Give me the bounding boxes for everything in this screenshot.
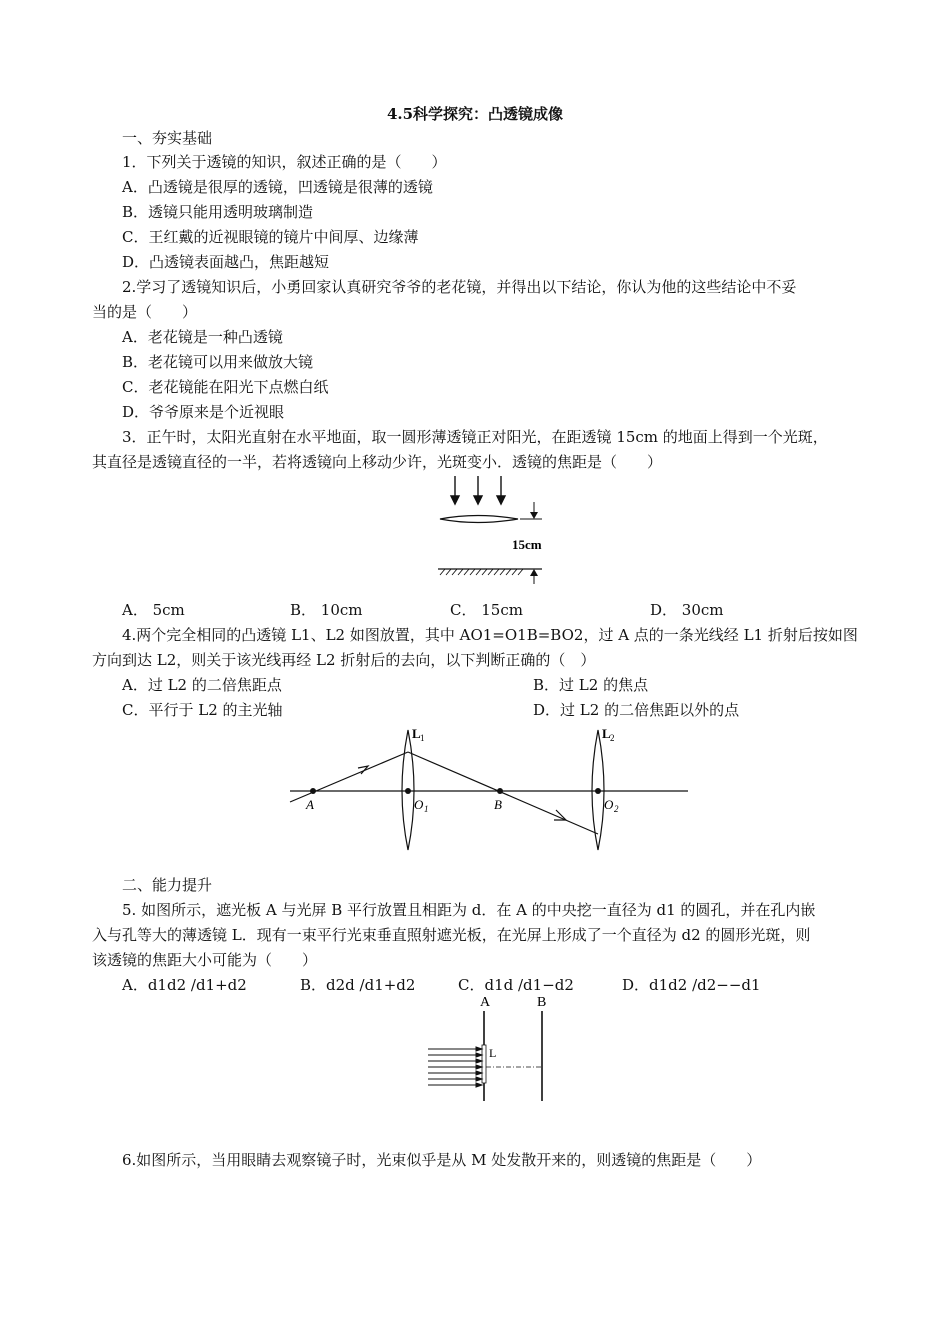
q3-lens-figure <box>430 472 570 587</box>
q2-option-d: D．爷爷原来是个近视眼 <box>122 403 285 421</box>
convex-lens <box>440 516 518 523</box>
label-B: B <box>494 797 502 812</box>
section-heading-1: 一、夯实基础 <box>122 129 213 147</box>
ground-hatching <box>440 569 523 575</box>
q6-stem: 6.如图所示，当用眼睛去观察镜子时，光束似乎是从 M 处发散开来的，则透镜的焦距是（ ） <box>122 1151 762 1169</box>
refracted-ray <box>408 752 598 834</box>
dimension-arrowhead-top <box>530 512 538 519</box>
incident-ray <box>290 752 408 802</box>
q5-option-c: C．d1d /d1−d2 <box>458 976 574 994</box>
q4-option-c: C．平行于 L2 的主光轴 <box>122 701 283 719</box>
q3-stem-line1: 3．正午时，太阳光直射在水平地面，取一圆形薄透镜正对阳光，在距透镜 15cm 的地面上得到一个光斑， <box>122 428 828 446</box>
thin-lens-L <box>482 1045 486 1083</box>
label-O1-sub: 1 <box>424 804 429 814</box>
q2-stem-line1: 2.学习了透镜知识后，小勇回家认真研究爷爷的老花镜，并得出以下结论，你认为他的这些结论中不妥 <box>122 278 797 296</box>
label-O2-sub: 2 <box>614 804 619 814</box>
q5-screen-figure <box>420 993 560 1103</box>
page-title: 4.5科学探究：凸透镜成像 <box>386 105 564 123</box>
label-L: L <box>489 1046 497 1060</box>
q3-option-c: C． 15cm <box>450 601 523 619</box>
label-B: B <box>537 995 547 1010</box>
point-O2-dot <box>595 788 601 794</box>
q4-stem-line2: 方向到达 L2，则关于该光线再经 L2 折射后的去向，以下判断正确的（ ） <box>92 651 596 669</box>
section-heading-2: 二、能力提升 <box>122 876 213 894</box>
q1-option-c: C．王红戴的近视眼镜的镜片中间厚、边缘薄 <box>122 228 419 246</box>
sun-ray-arrow-3 <box>497 496 505 504</box>
q2-stem-line2: 当的是（ ） <box>92 303 198 321</box>
label-L1-sub: 1 <box>420 733 425 743</box>
dimension-arrowhead-bottom <box>530 569 538 576</box>
q5-stem-line2: 入与孔等大的薄透镜 L．现有一束平行光束垂直照射遮光板，在光屏上形成了一个直径为 d2 的圆形光斑，则 <box>92 926 811 944</box>
label-A: A <box>306 797 314 812</box>
q5-option-d: D．d1d2 /d2−−d1 <box>622 976 761 994</box>
q4-option-d: D．过 L2 的二倍焦距以外的点 <box>533 701 740 719</box>
q3-stem-line2: 其直径是透镜直径的一半，若将透镜向上移动少许，光斑变小．透镜的焦距是（ ） <box>92 453 663 471</box>
dimension-label: 15cm <box>512 537 542 552</box>
q1-option-b: B．透镜只能用透明玻璃制造 <box>122 203 314 221</box>
q5-option-b: B．d2d /d1+d2 <box>300 976 416 994</box>
q2-option-c: C．老花镜能在阳光下点燃白纸 <box>122 378 329 396</box>
sun-ray-arrow-2 <box>474 496 482 504</box>
q2-option-b: B．老花镜可以用来做放大镜 <box>122 353 314 371</box>
q3-option-d: D． 30cm <box>650 601 724 619</box>
q1-stem: 1．下列关于透镜的知识，叙述正确的是（ ） <box>122 153 447 171</box>
q4-option-a: A．过 L2 的二倍焦距点 <box>122 676 282 694</box>
label-L2-sub: 2 <box>610 733 615 743</box>
parallel-light-beam <box>428 1047 482 1087</box>
q5-option-a: A．d1d2 /d1+d2 <box>122 976 247 994</box>
q1-option-d: D．凸透镜表面越凸，焦距越短 <box>122 253 330 271</box>
q4-stem-line1: 4.两个完全相同的凸透镜 L1、L2 如图放置，其中 AO1=O1B=BO2，过 A 点的一条光线经 L1 折射后按如图 <box>122 626 858 644</box>
label-O1: O <box>414 797 424 812</box>
q3-option-b: B． 10cm <box>290 601 363 619</box>
q4-option-b: B．过 L2 的焦点 <box>533 676 649 694</box>
q5-stem-line3: 该透镜的焦距大小可能为（ ） <box>92 951 318 969</box>
q3-option-a: A． 5cm <box>122 601 185 619</box>
label-O2: O <box>604 797 614 812</box>
label-L2: L <box>602 726 611 741</box>
q4-two-lens-figure <box>288 722 690 852</box>
point-B-dot <box>497 788 503 794</box>
q1-option-a: A．凸透镜是很厚的透镜，凹透镜是很薄的透镜 <box>122 178 433 196</box>
point-O1-dot <box>405 788 411 794</box>
q5-stem-line1: 5. 如图所示，遮光板 A 与光屏 B 平行放置且相距为 d．在 A 的中央挖一直径为 d1 的圆孔，并在孔内嵌 <box>122 901 816 919</box>
point-A-dot <box>310 788 316 794</box>
q2-option-a: A．老花镜是一种凸透镜 <box>122 328 283 346</box>
refracted-ray-arrow <box>554 810 566 820</box>
sun-ray-arrow-1 <box>451 496 459 504</box>
label-L1: L <box>412 726 421 741</box>
label-A: A <box>480 995 491 1010</box>
